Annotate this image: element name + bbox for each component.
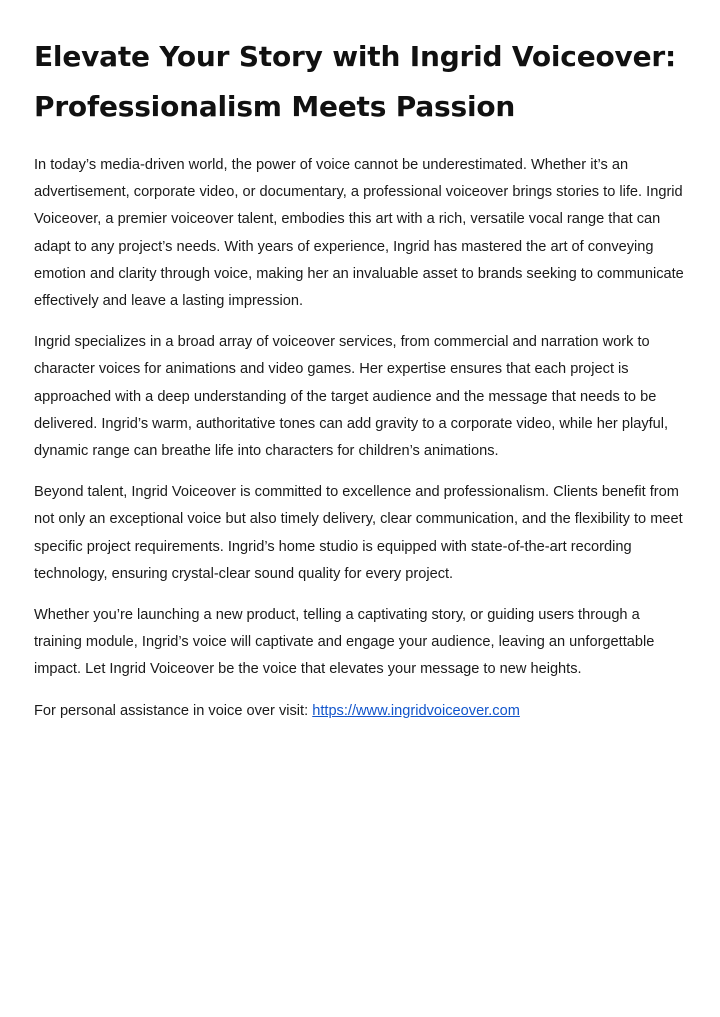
website-link[interactable]: https://www.ingridvoiceover.com xyxy=(312,702,520,719)
contact-line xyxy=(34,698,690,725)
page-title: Elevate Your Story with Ingrid Voiceover: Professionalism Meets Passion xyxy=(34,40,676,123)
paragraph-professionalism: Beyond talent, Ingrid Voiceover is committed to excellence and professionalism. Clients benefit from not only an exceptional voice but also timely delivery, clear communication, and the flexibility to meet specific project requirements. Ingrid’s home studio is equipped with state-of-the-art recording technology, ensuring crystal-clear sound quality for every project. xyxy=(34,484,683,582)
contact-prefix: For personal assistance in voice over visit: xyxy=(34,702,313,719)
paragraph-intro: In today’s media-driven world, the power of voice cannot be underestimated. Whether it’s an advertisement, corporate video, or documentary, a professional voiceover brings stories to life. Ingrid Voiceover, a premier voiceover talent, embodies this art with a rich, versatile vocal range that can adapt to any project’s needs. With years of experience, Ingrid has mastered the art of conveying emotion and clarity through voice, making her an invaluable asset to brands seeking to communicate effectively and leave a lasting impression. xyxy=(34,157,684,310)
paragraph-closing: Whether you’re launching a new product, telling a captivating story, or guiding users through a training module, Ingrid’s voice will captivate and engage your audience, leaving an unforgettable impact. Let Ingrid Voiceover be the voice that elevates your message to new heights. xyxy=(34,607,655,678)
document-page xyxy=(34,32,690,739)
paragraph-services: Ingrid specializes in a broad array of voiceover services, from commercial and narration work to character voices for animations and video games. Her expertise ensures that each project is approached with a deep understanding of the target audience and the message that needs to be delivered. Ingrid’s warm, authoritative tones can add gravity to a corporate video, while her playful, dynamic range can breathe life into characters for children’s animations. xyxy=(34,334,669,460)
